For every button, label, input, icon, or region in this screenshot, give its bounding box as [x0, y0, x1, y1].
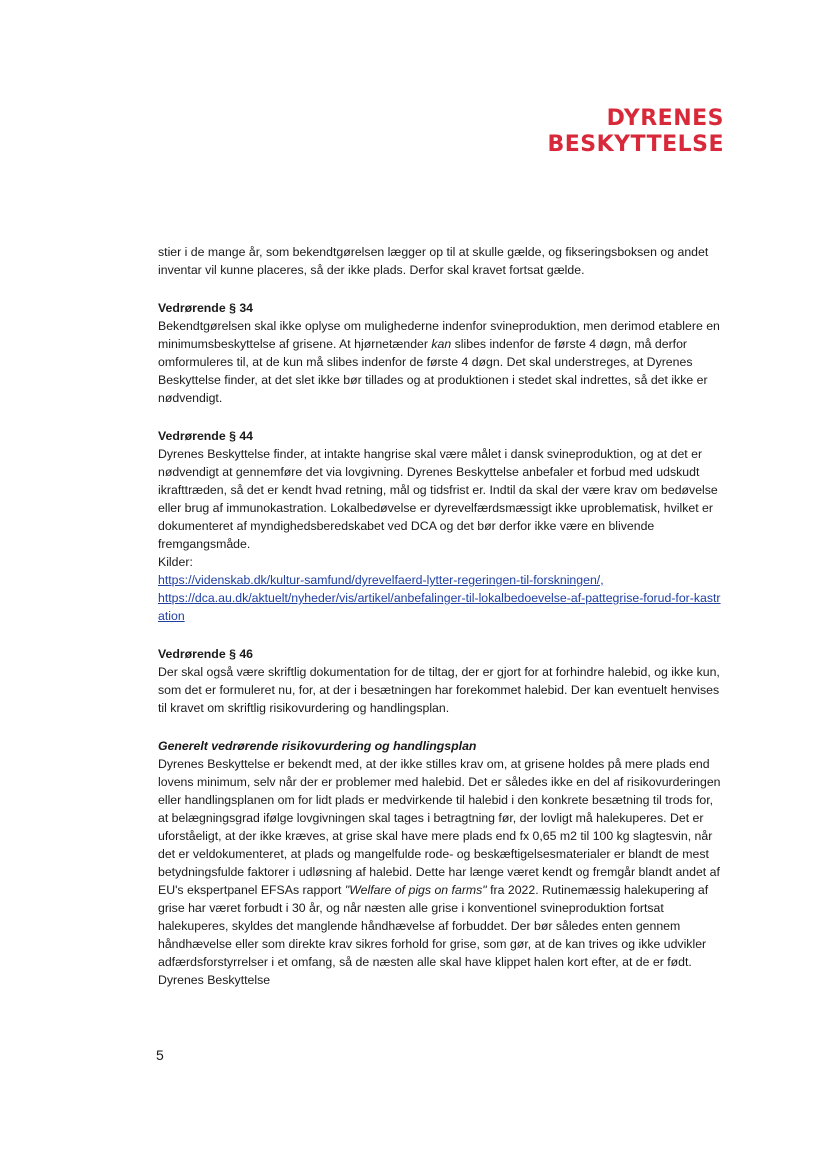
document-body [158, 243, 724, 989]
report-title: "Welfare of pigs on farms" [344, 883, 487, 897]
source-link-2[interactable]: https://dca.au.dk/aktuelt/nyheder/vis/artikel/anbefalinger-til-lokalbedoevelse-af-pattegrise-forud-for-kastration [158, 591, 721, 623]
page-number: 5 [156, 1047, 164, 1063]
logo-line-2: BESKYTTELSE [547, 132, 724, 157]
section-34-emphasis: kan [431, 337, 452, 351]
section-34-heading: Vedrørende § 34 [158, 301, 254, 315]
intro-paragraph: stier i de mange år, som bekendtgørelsen lægger op til at skulle gælde, og fikseringsboksen og andet inventar vil kunne placeres, så der ikke plads. Derfor skal kravet fortsat gælde. [158, 245, 709, 277]
section-46-heading: Vedrørende § 46 [158, 647, 254, 661]
section-44-heading: Vedrørende § 44 [158, 429, 254, 443]
organization-logo [547, 106, 724, 158]
section-34-text-part-b: slibes indenfor de første 4 døgn, må derfor omformuleres til, at de kun må slibes indenfor de første 4 døgn. Det skal understreges, at Dyrenes Beskyttelse finder, at det slet ikke bør tillades og at produktionen i stedet skal indrettes, så det ikke er nødvendigt. [158, 337, 708, 405]
section-general-text [158, 755, 724, 989]
section-34-text-part-a: Bekendtgørelsen skal ikke oplyse om mulighederne indenfor svineproduktion, men derimod etablere en minimumsbeskyttelse af grisene. At hjørnetænder [158, 319, 720, 351]
logo-line-1: DYRENES [606, 106, 724, 131]
sources-label: Kilder: [158, 555, 193, 569]
section-general-text-part-b: fra 2022. Rutinemæssig halekupering af grise har været forbudt i 30 år, og når næsten alle grise i konventionel svineproduktion fortsat halekuperes, skyldes det manglende håndhævelse af forbuddet. Der bør således enten gennem håndhævelse eller som direkte krav sikres forhold for grise, som gør, at de kan trives og ikke udvikler adfærdsforstyrrelser i et omfang, så de næsten alle skal have klippet halen kort efter, at de er født. Dyrenes Beskyttelse [158, 883, 709, 987]
section-general-heading: Generelt vedrørende risikovurdering og handlingsplan [158, 739, 477, 753]
section-general [158, 737, 724, 989]
section-46-text: Der skal også være skriftlig dokumentation for de tiltag, der er gjort for at forhindre halebid, og ikke kun, som det er formuleret nu, for, at der i besætningen har forekommet halebid. Der kan eventuelt henvises til kravet om skriftlig risikovurdering og handlingsplan. [158, 665, 720, 715]
section-46 [158, 645, 724, 717]
section-34-text [158, 317, 724, 407]
source-link-1[interactable]: https://videnskab.dk/kultur-samfund/dyrevelfaerd-lytter-regeringen-til-forskningen/, [158, 573, 604, 587]
section-44-text: Dyrenes Beskyttelse finder, at intakte hangrise skal være målet i dansk svineproduktion, og at det er nødvendigt at gennemføre det via lovgivning. Dyrenes Beskyttelse anbefaler et forbud med udskudt ikrafttræden, så det er kendt hvad retning, mål og tidsfrist er. Indtil da skal der være krav om bedøvelse eller brug af immunokastration. Lokalbedøvelse er dyrevelfærdsmæssigt ikke uproblematisk, hvilket er dokumenteret af myndighedsberedskabet ved DCA og det bør derfor ikke være en blivende fremgangsmåde. [158, 447, 718, 551]
section-44 [158, 427, 724, 625]
section-general-text-part-a: Dyrenes Beskyttelse er bekendt med, at der ikke stilles krav om, at grisene holdes på mere plads end lovens minimum, selv når der er problemer med halebid. Det er således ikke en del af risikovurderingen eller handlingsplanen om for lidt plads er medvirkende til halebid i den konkrete besætning til trods for, at belægningsgrad ifølge lovgivningen skal tages i betragtning før, der lovligt må halekuperes. Det er uforståeligt, at der ikke kræves, at grise skal have mere plads end fx 0,65 m2 til 100 kg slagtesvin, når det er veldokumenteret, at plads og mangelfulde rode- og beskæftigelsesmaterialer er blandt de mest betydningsfulde faktorer i udløsning af halebid. Dette har længe været kendt og fremgår blandt andet af EU's ekspertpanel EFSAs rapport [158, 757, 721, 897]
section-34 [158, 299, 724, 407]
